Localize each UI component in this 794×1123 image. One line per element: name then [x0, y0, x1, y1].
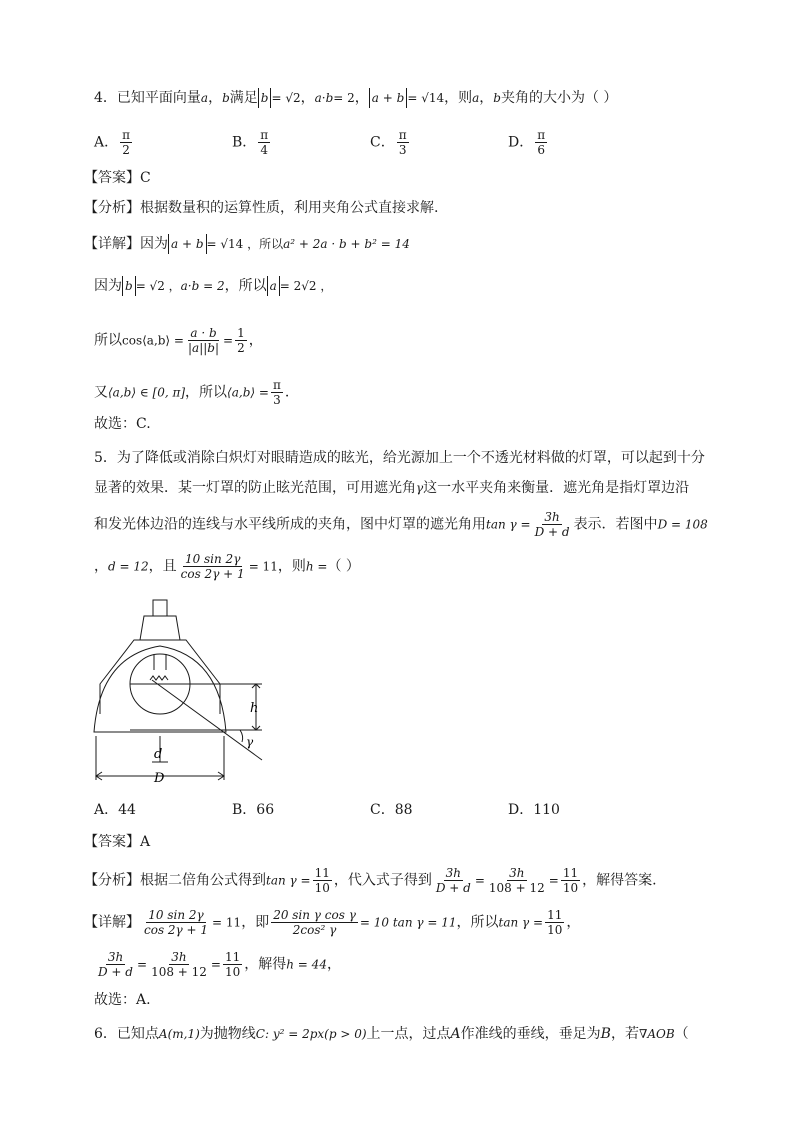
- q5-detail-1: 【详解】 $\frac{10 \sin 2\gamma}{\cos 2\gamma + 1}$ = 11，即 $\frac{\text{20 sin γ cos γ}}{\text{2cos² γ}}$ = 10 tan γ = 11，所以tan γ = $\frac{11}{10}$ ，: [84, 908, 581, 937]
- q5-choice-d: D．110: [508, 802, 560, 818]
- lamp-cap: [153, 600, 167, 616]
- label-d: d: [154, 747, 163, 762]
- q5-choice-a: A．44: [94, 802, 136, 818]
- q5-analysis: 【分析】根据二倍角公式得到tan γ = $\frac{11}{10}$ ，代入式子得到 $\frac{3h}{D + d}$ = $\frac{3h}{108 + 12}$ = $\frac{11}{10}$ ，解得答案.: [84, 866, 657, 895]
- q5-stem-3: 和发光体边沿的连线与水平线所成的夹角，图中灯罩的遮光角用tan γ = $\frac{3h}{D + d}$ 表示．若图中D = 108: [94, 510, 708, 539]
- q5-detail-2: $\frac{3h}{D + d}$ = $\frac{3h}{108 + 12}$ = $\frac{11}{10}$ ，解得h = 44，: [98, 950, 341, 979]
- q4-detail-2: 因为 b = √2 ，a·b = 2，所以 a = 2√2 ，: [94, 278, 333, 294]
- lamp-holder: [140, 616, 180, 640]
- q5-conclusion: 故选：A.: [94, 992, 151, 1008]
- abs-sum: a + b: [369, 88, 408, 108]
- label-D: D: [154, 771, 165, 786]
- label-h: h: [250, 701, 259, 716]
- q4-choice-c: C． $\frac{\pi}{3}$: [370, 128, 407, 157]
- q4-choice-b: B． $\frac{\pi}{4}$: [232, 128, 269, 157]
- q4-stem: 4．已知平面向量a，b满足 b = √2，a·b= 2， a + b = √14，则a，b夹角的大小为（ ）: [94, 90, 618, 106]
- q4-detail-4: 又⟨a,b⟩ ∈ [0, π]，所以⟨a,b⟩ = $\frac{\pi}{3}$ .: [94, 378, 290, 407]
- q5-choice-b: B．66: [232, 802, 275, 818]
- q4-choice-a: A． $\frac{\pi}{2}$: [94, 128, 131, 157]
- lampshade-figure: [90, 596, 280, 786]
- q5-stem-4: ，d = 12，且 $\frac{10 \sin 2\gamma}{\cos 2\gamma + 1}$ = 11，则h =（ ）: [94, 552, 360, 581]
- q4-choice-d: D． $\frac{\pi}{6}$: [508, 128, 546, 157]
- q4-conclusion: 故选：C.: [94, 416, 151, 432]
- q4-answer: 【答案】C: [84, 170, 151, 186]
- q6-stem: 6．已知点A(m,1)为抛物线C: y² = 2px(p > 0)上一点，过点A作准线的垂线，垂足为B，若∇AOB（: [94, 1026, 689, 1042]
- q5-stem-2: 显著的效果．某一灯罩的防止眩光范围，可用遮光角γ这一水平夹角来衡量．遮光角是指灯罩边沿: [94, 480, 690, 496]
- abs-b: b: [258, 88, 272, 108]
- q4-detail-1: 【详解】因为 a + b = √14 ，所以a² + 2a · b + b² = 14: [84, 236, 410, 252]
- q4-analysis: 【分析】根据数量积的运算性质，利用夹角公式直接求解.: [84, 200, 439, 216]
- q4-detail-3: 所以cos⟨a,b⟩ = $\frac{a \cdot b}{|a||b|}$ = $\frac{1}{2}$ ，: [94, 326, 263, 355]
- label-gamma: γ: [246, 735, 254, 749]
- q5-choice-c: C．88: [370, 802, 413, 818]
- q5-stem-1: 5．为了降低或消除白炽灯对眼睛造成的眩光，给光源加上一个不透光材料做的灯罩，可以起到十分: [94, 450, 705, 466]
- q5-answer: 【答案】A: [84, 834, 151, 850]
